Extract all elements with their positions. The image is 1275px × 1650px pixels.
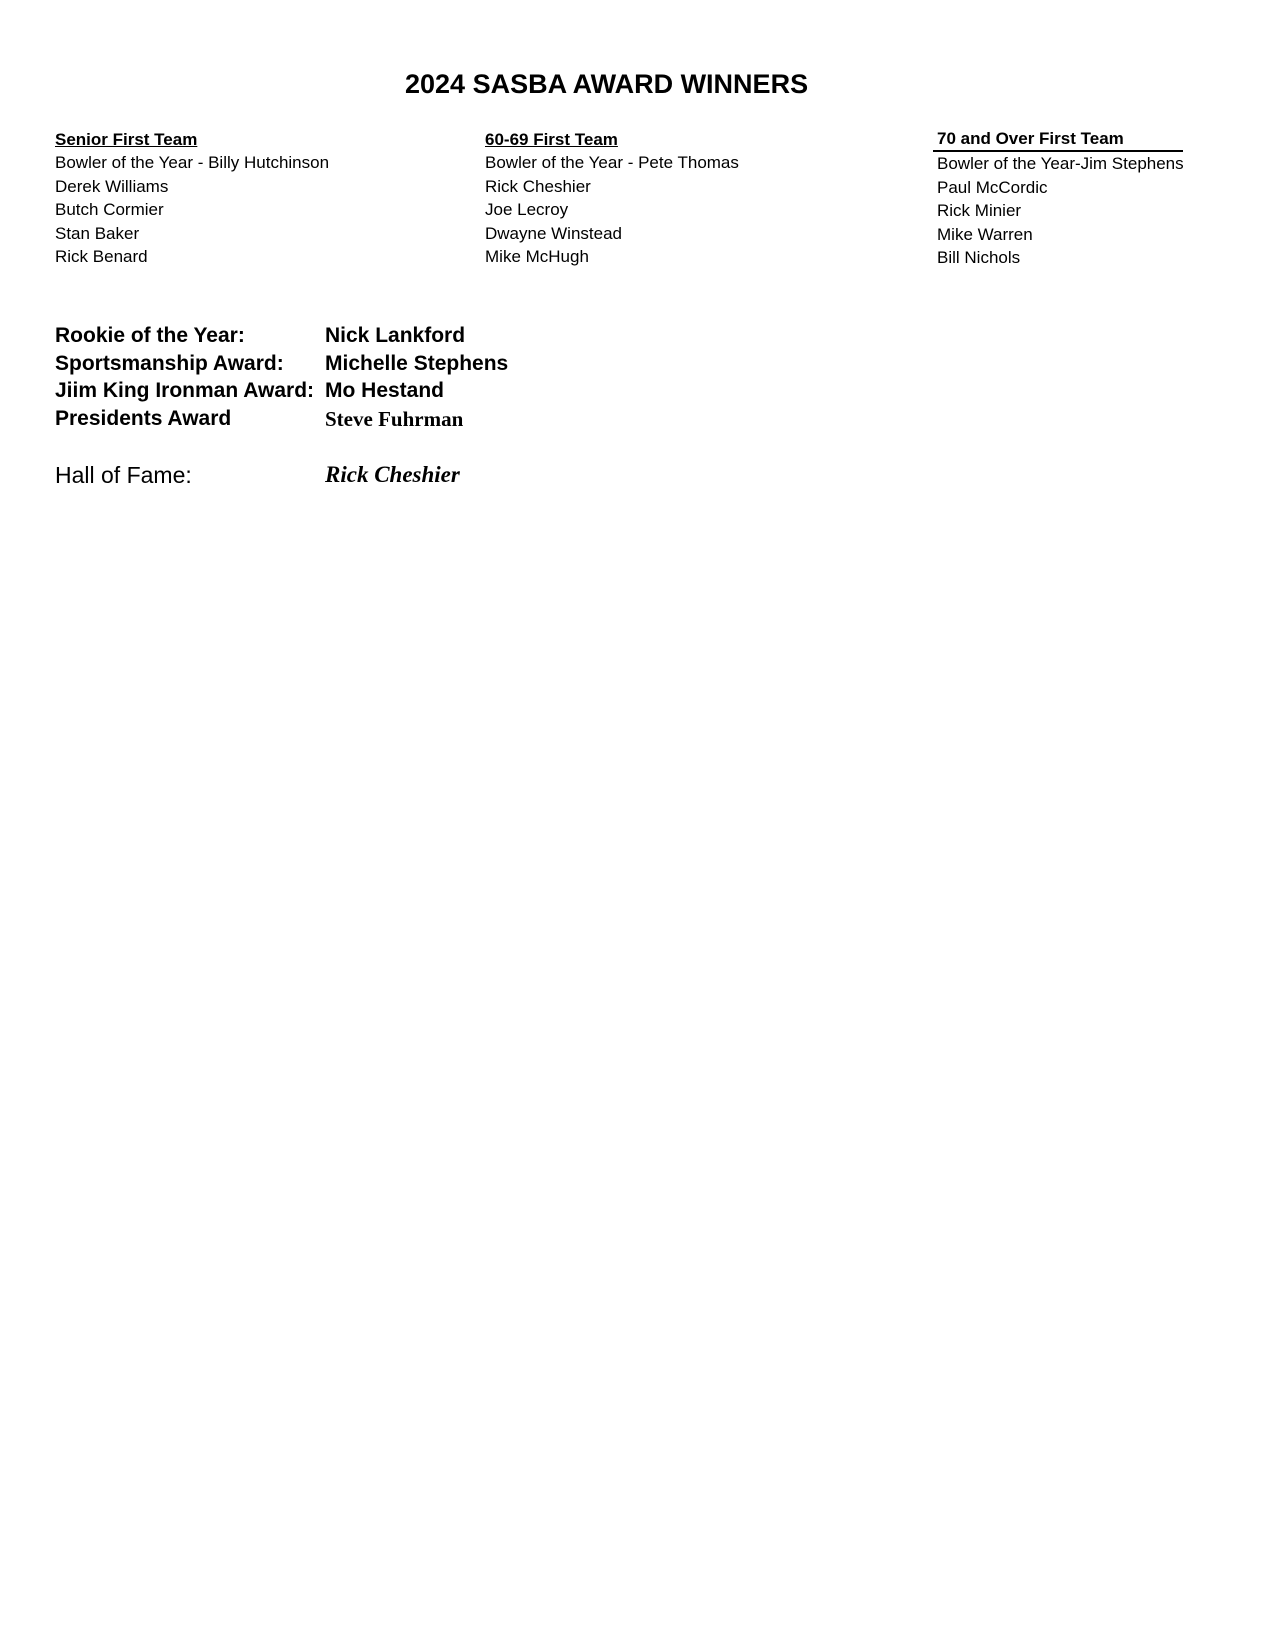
hall-of-fame-inductee: Rick Cheshier — [325, 462, 460, 487]
team-header: 70 and Over First Team — [933, 128, 1183, 152]
team-member: Mike McHugh — [485, 247, 589, 266]
team-member: Bowler of the Year - Pete Thomas — [485, 153, 739, 172]
team-member-list — [485, 151, 739, 269]
award-winner: Steve Fuhrman — [325, 407, 464, 432]
team-member: Paul McCordic — [937, 177, 1048, 197]
team-column-senior — [55, 128, 329, 269]
hall-of-fame-row — [55, 460, 655, 490]
team-member: Rick Benard — [55, 247, 148, 266]
team-member: Mike Warren — [937, 224, 1033, 244]
team-member: Dwayne Winstead — [485, 223, 623, 243]
team-member: Derek Williams — [55, 176, 169, 196]
award-label: Rookie of the Year: — [55, 324, 245, 347]
award-winner: Mo Hestand — [325, 379, 445, 403]
team-member: Stan Baker — [55, 223, 140, 243]
team-header: Senior First Team — [55, 130, 198, 149]
award-label: Sportsmanship Award: — [55, 351, 284, 375]
team-column-60-69 — [485, 128, 739, 269]
team-member-list — [55, 151, 329, 269]
team-member: Joe Lecroy — [485, 200, 569, 219]
award-label: Jiim King Ironman Award: — [55, 379, 315, 403]
award-winner: Michelle Stephens — [325, 351, 509, 375]
team-member-list — [937, 152, 1184, 270]
award-label: Presidents Award — [55, 407, 232, 431]
team-member: Bill Nichols — [937, 248, 1021, 267]
team-member: Bowler of the Year - Billy Hutchinson — [55, 153, 330, 172]
team-header: 60-69 First Team — [485, 130, 618, 149]
team-member: Rick Cheshier — [485, 176, 591, 196]
team-member: Butch Cormier — [55, 200, 164, 219]
team-member: Rick Minier — [937, 201, 1022, 220]
hall-of-fame-label: Hall of Fame: — [55, 462, 192, 488]
page-title: 2024 SASBA AWARD WINNERS — [405, 69, 809, 99]
team-member: Bowler of the Year-Jim Stephens — [937, 154, 1184, 173]
award-winner: Nick Lankford — [325, 324, 466, 347]
team-column-70-and-over — [937, 128, 1184, 270]
